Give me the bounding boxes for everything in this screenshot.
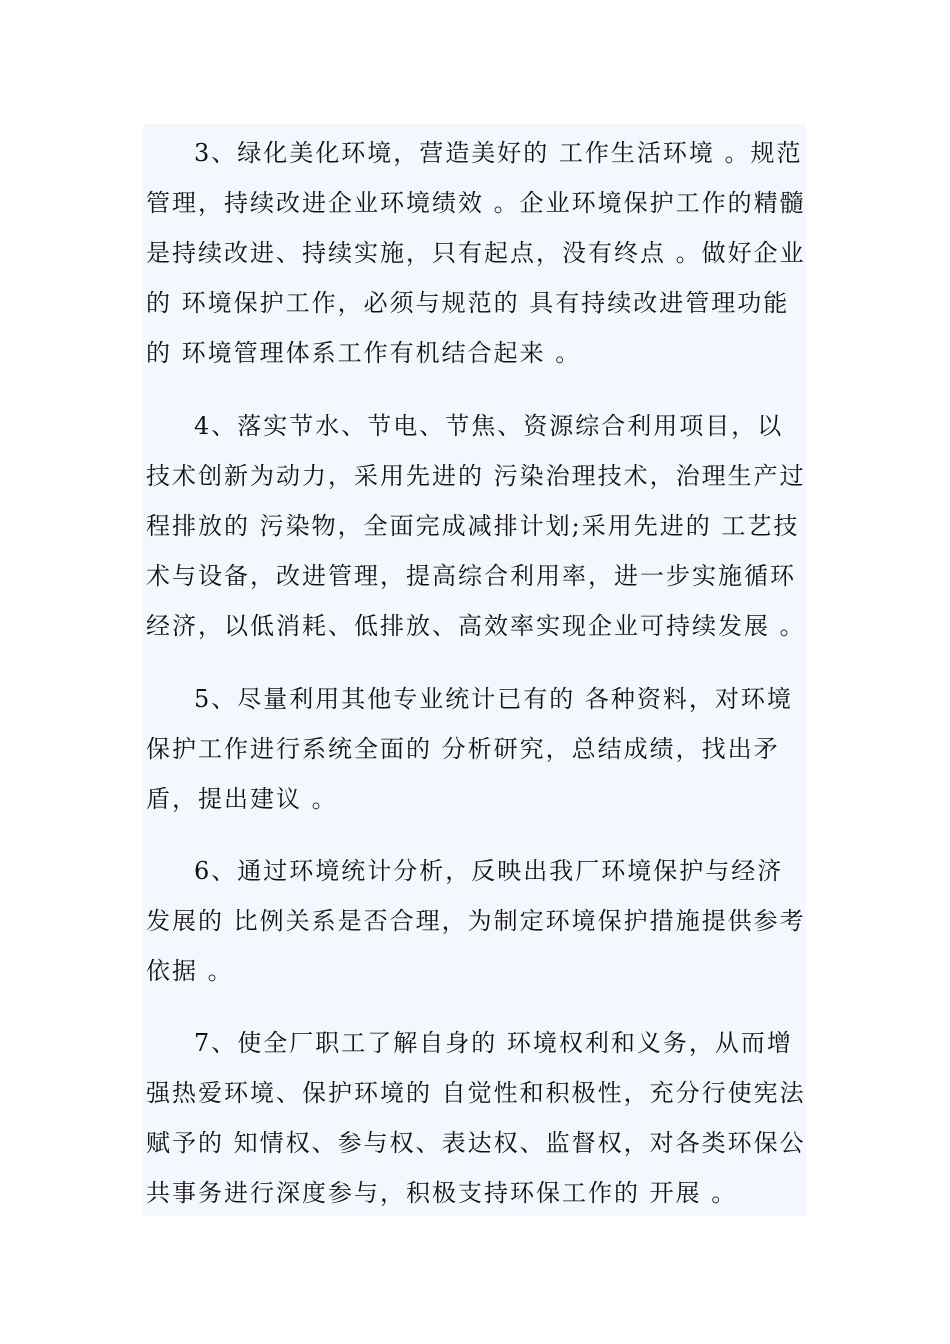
paragraph-item-7: 7、使全厂职工了解自身的 环境权利和义务，从而增强热爱环境、保护环境的 自觉性和积极性，充分行使宪法赋予的 知情权、参与权、表达权、监督权，对各类环保公共事务进行深度参与，积极支持环保工作的 开展 。 [146,1029,806,1207]
paragraph-item-3: 3、绿化美化环境，营造美好的 工作生活环境 。规范管理，持续改进企业环境绩效 。企业环境保护工作的精髓是持续改进、持续实施，只有起点，没有终点 。做好企业的 环境保护工作，必须与规范的 具有持续改进管理功能的 环境管理体系工作有机结合起来 。 [146,139,806,367]
paragraph-item-5: 5、尽量利用其他专业统计已有的 各种资料，对环境保护工作进行系统全面的 分析研究，总结成绩，找出矛盾，提出建议 。 [146,685,793,813]
paragraph-item-4: 4、落实节水、节电、节焦、资源综合利用项目，以技术创新为动力，采用先进的 污染治理技术，治理生产过程排放的 污染物，全面完成减排计划;采用先进的 工艺技术与设备，改进管理，提高综合利用率，进一步实施循环经济，以低消耗、低排放、高效率实现企业可持续发展 。 [146,412,806,640]
paragraph-item-6: 6、通过环境统计分析，反映出我厂环境保护与经济发展的 比例关系是否合理，为制定环境保护措施提供参考依据 。 [146,857,806,985]
